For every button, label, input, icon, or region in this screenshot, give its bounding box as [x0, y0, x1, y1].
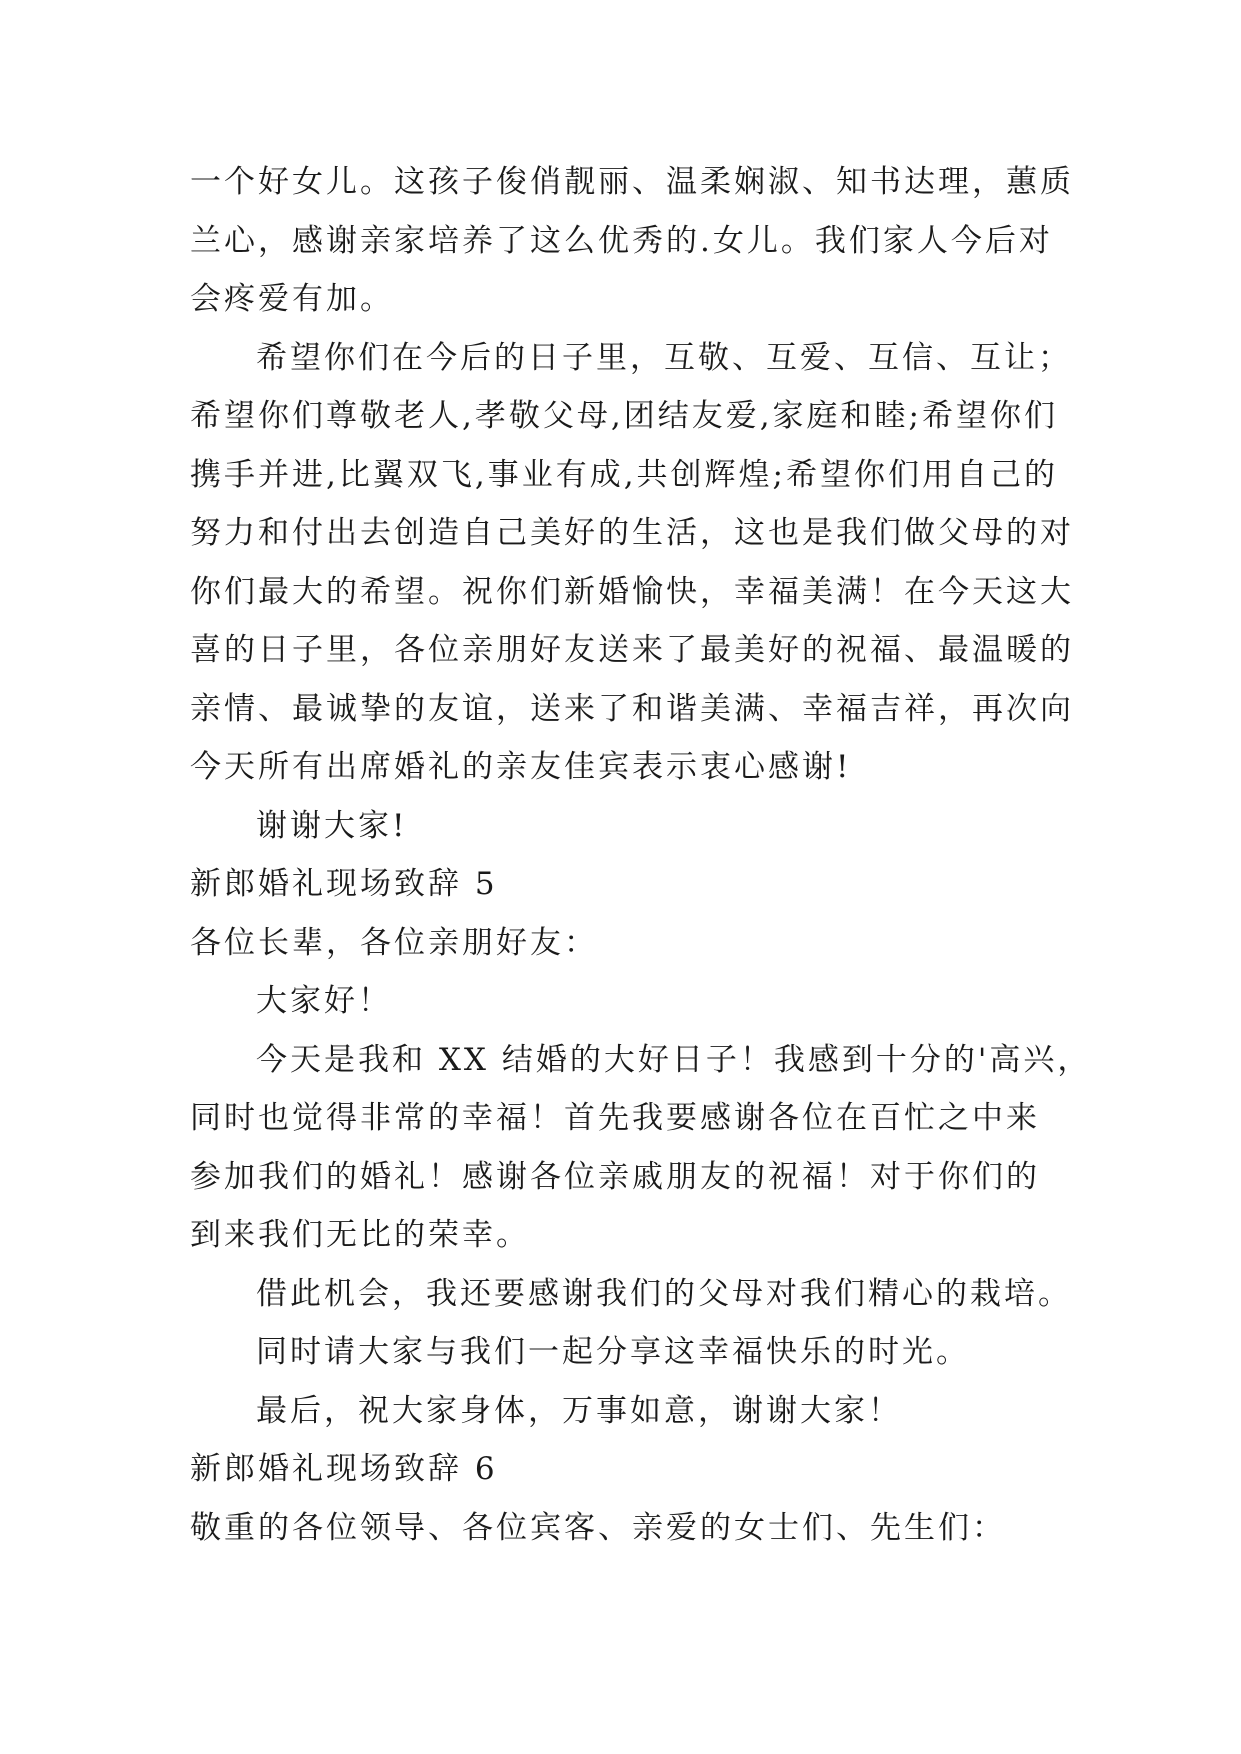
text-line: 携手并进,比翼双飞,事业有成,共创辉煌;希望你们用自己的: [190, 456, 1059, 493]
text-line: 会疼爱有加。: [190, 281, 394, 317]
text-line: 喜的日子里，各位亲朋好友送来了最美好的祝福、最温暖的: [190, 632, 1074, 668]
text-line: 到来我们无比的荣幸。: [190, 1217, 530, 1253]
salutation-line: 各位长辈，各位亲朋好友：: [190, 924, 598, 961]
paragraph-start-line: 希望你们在今后的日子里，互敬、互爱、互信、互让；: [256, 339, 1072, 376]
section-heading: 新郎婚礼现场致辞 6: [190, 1451, 498, 1487]
salutation-line: 敬重的各位领导、各位宾客、亲爱的女士们、先生们：: [190, 1509, 1006, 1546]
text-line: 兰心，感谢亲家培养了这么优秀的.女儿。我们家人今后对: [190, 222, 1053, 259]
text-line: 努力和付出去创造自己美好的生活，这也是我们做父母的对: [190, 515, 1074, 551]
text-line: 希望你们尊敬老人,孝敬父母,团结友爱,家庭和睦;希望你们: [190, 398, 1059, 434]
text-line: 同时也觉得非常的幸福！首先我要感谢各位在百忙之中来: [190, 1100, 1040, 1136]
greeting-line: 大家好！: [256, 983, 392, 1019]
thanks-line: 谢谢大家!: [256, 807, 408, 844]
paragraph-start-line: 今天是我和 XX 结婚的大好日子！我感到十分的'高兴，: [256, 1041, 1092, 1078]
text-line: 亲情、最诚挚的友谊，送来了和谐美满、幸福吉祥，再次向: [190, 690, 1074, 727]
text-line: 参加我们的婚礼！感谢各位亲戚朋友的祝福！对于你们的: [190, 1158, 1040, 1195]
section-heading: 新郎婚礼现场致辞 5: [190, 866, 498, 902]
document-body: [190, 153, 1092, 1557]
text-line: 一个好女儿。这孩子俊俏靓丽、温柔娴淑、知书达理，蕙质: [190, 164, 1074, 200]
text-line: 今天所有出席婚礼的亲友佳宾表示衷心感谢!: [190, 749, 852, 785]
paragraph-start-line: 借此机会，我还要感谢我们的父母对我们精心的栽培。: [256, 1275, 1072, 1312]
text-line: 你们最大的希望。祝你们新婚愉快，幸福美满！在今天这大: [190, 573, 1074, 610]
paragraph-start-line: 同时请大家与我们一起分享这幸福快乐的时光。: [256, 1334, 970, 1370]
paragraph-start-line: 最后，祝大家身体，万事如意，谢谢大家！: [256, 1392, 902, 1429]
